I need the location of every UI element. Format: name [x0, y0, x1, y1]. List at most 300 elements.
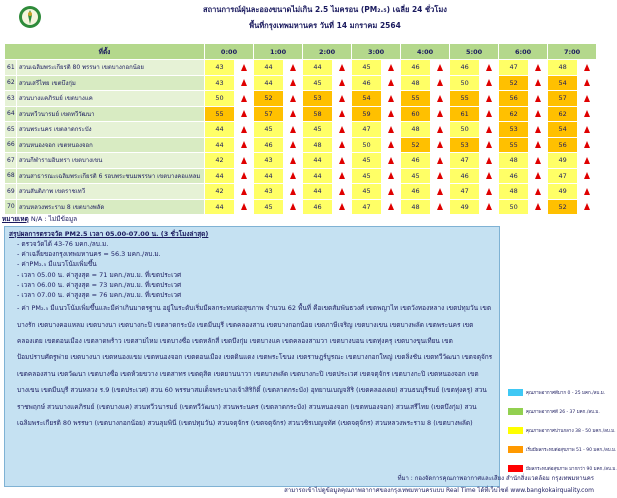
- row-number: 67: [5, 153, 17, 169]
- red-up-triangle-icon: [290, 79, 296, 86]
- pm25-value: 56: [499, 91, 529, 107]
- red-up-triangle-icon: [535, 172, 541, 179]
- trend-cell: [333, 199, 352, 215]
- trend-cell: [480, 184, 499, 200]
- trend-cell: [382, 184, 401, 200]
- red-up-triangle-icon: [290, 157, 296, 164]
- location-name: สวนหนองจอก เขตหนองจอก: [17, 137, 205, 153]
- red-up-triangle-icon: [290, 141, 296, 148]
- trend-cell: [284, 122, 303, 138]
- pm25-value: 62: [499, 106, 529, 122]
- red-up-triangle-icon: [486, 110, 492, 117]
- trend-cell: [431, 184, 450, 200]
- trend-cell: [529, 199, 548, 215]
- trend-cell: [480, 199, 499, 215]
- trend-cell: [529, 106, 548, 122]
- trend-cell: [431, 75, 450, 91]
- trend-cell: [235, 122, 254, 138]
- trend-cell: [284, 75, 303, 91]
- trend-cell: [480, 137, 499, 153]
- pm25-value: 53: [303, 91, 333, 107]
- trend-cell: [578, 91, 597, 107]
- trend-cell: [578, 184, 597, 200]
- legend-label: คุณภาพอากาศดีมาก 0 - 25 มคก./ลบ.ม.: [526, 390, 606, 396]
- pm25-value: 44: [303, 60, 333, 76]
- trend-cell: [529, 60, 548, 76]
- red-up-triangle-icon: [241, 126, 247, 133]
- trend-cell: [333, 153, 352, 169]
- table-row: [5, 122, 597, 138]
- time-header: 7:00: [548, 44, 597, 60]
- red-up-triangle-icon: [388, 95, 394, 102]
- trend-cell: [529, 122, 548, 138]
- legend-item: [508, 386, 606, 398]
- trend-cell: [235, 199, 254, 215]
- report-subtitle: พื้นที่กรุงเทพมหานคร วันที่ 14 มกราคม 2564: [249, 21, 401, 30]
- pm25-value: 44: [205, 168, 235, 184]
- pm25-value: 50: [352, 137, 382, 153]
- note-text: N/A : ไม่มีข้อมูล: [30, 215, 78, 223]
- pm25-value: 58: [303, 106, 333, 122]
- red-up-triangle-icon: [290, 126, 296, 133]
- trend-cell: [333, 122, 352, 138]
- trend-cell: [431, 153, 450, 169]
- trend-cell: [333, 137, 352, 153]
- location-name: สวนเสรีไทย เขตบึงกุ่ม: [17, 75, 205, 91]
- red-up-triangle-icon: [486, 126, 492, 133]
- red-up-triangle-icon: [388, 64, 394, 71]
- pm25-value: 46: [303, 199, 333, 215]
- red-up-triangle-icon: [437, 172, 443, 179]
- location-name: สวนบางแคภิรมย์ เขตบางแค: [17, 91, 205, 107]
- trend-cell: [284, 184, 303, 200]
- table-row: [5, 91, 597, 107]
- trend-cell: [578, 199, 597, 215]
- pm25-value: 46: [499, 168, 529, 184]
- red-up-triangle-icon: [584, 188, 590, 195]
- red-up-triangle-icon: [437, 64, 443, 71]
- pm25-value: 46: [352, 75, 382, 91]
- row-number: 68: [5, 168, 17, 184]
- red-up-triangle-icon: [535, 157, 541, 164]
- bangkok-seal-icon: [18, 4, 42, 30]
- pm25-value: 44: [205, 137, 235, 153]
- red-up-triangle-icon: [535, 110, 541, 117]
- pm25-value: 59: [352, 106, 382, 122]
- trend-cell: [382, 168, 401, 184]
- red-up-triangle-icon: [437, 188, 443, 195]
- pm25-value: 45: [254, 122, 284, 138]
- trend-cell: [382, 122, 401, 138]
- summary-box: [4, 226, 500, 487]
- trend-cell: [235, 168, 254, 184]
- trend-cell: [431, 199, 450, 215]
- trend-cell: [284, 199, 303, 215]
- pm25-value: 55: [499, 137, 529, 153]
- table-row: [5, 106, 597, 122]
- trend-cell: [480, 122, 499, 138]
- trend-cell: [578, 106, 597, 122]
- pm25-value: 45: [254, 199, 284, 215]
- red-up-triangle-icon: [437, 141, 443, 148]
- red-up-triangle-icon: [388, 126, 394, 133]
- red-up-triangle-icon: [437, 95, 443, 102]
- pm25-value: 52: [499, 75, 529, 91]
- red-up-triangle-icon: [486, 203, 492, 210]
- red-up-triangle-icon: [241, 203, 247, 210]
- trend-cell: [284, 106, 303, 122]
- red-up-triangle-icon: [241, 141, 247, 148]
- pm25-value: 49: [548, 153, 578, 169]
- pm25-value: 45: [303, 122, 333, 138]
- pm25-value: 44: [205, 122, 235, 138]
- pm25-value: 47: [352, 122, 382, 138]
- trend-cell: [333, 60, 352, 76]
- pm25-value: 45: [352, 60, 382, 76]
- red-up-triangle-icon: [241, 64, 247, 71]
- pm25-value: 57: [548, 91, 578, 107]
- pm25-value: 42: [205, 184, 235, 200]
- trend-cell: [382, 137, 401, 153]
- trend-cell: [578, 75, 597, 91]
- time-header: 6:00: [499, 44, 548, 60]
- pm25-value: 44: [205, 199, 235, 215]
- trend-cell: [333, 168, 352, 184]
- pm25-value: 60: [401, 106, 431, 122]
- trend-cell: [382, 106, 401, 122]
- red-up-triangle-icon: [486, 64, 492, 71]
- report-title: สถานการณ์ฝุ่นละอองขนาดไม่เกิน 2.5 ไมครอน (PM₂.₅) เฉลี่ย 24 ชั่วโมง: [203, 5, 447, 14]
- trend-cell: [333, 91, 352, 107]
- red-up-triangle-icon: [535, 203, 541, 210]
- red-up-triangle-icon: [339, 188, 345, 195]
- trend-cell: [480, 168, 499, 184]
- trend-cell: [529, 137, 548, 153]
- pm25-value: 47: [352, 199, 382, 215]
- red-up-triangle-icon: [486, 95, 492, 102]
- location-header: ที่ตั้ง: [5, 44, 205, 60]
- red-up-triangle-icon: [388, 188, 394, 195]
- trend-cell: [235, 106, 254, 122]
- red-up-triangle-icon: [339, 172, 345, 179]
- pm25-value: 48: [401, 122, 431, 138]
- red-up-triangle-icon: [535, 79, 541, 86]
- location-name: สวนทวีวนารมย์ เขตทวีวัฒนา: [17, 106, 205, 122]
- red-up-triangle-icon: [290, 64, 296, 71]
- trend-cell: [235, 75, 254, 91]
- red-up-triangle-icon: [584, 203, 590, 210]
- trend-cell: [235, 137, 254, 153]
- report-header: [0, 0, 600, 34]
- pm25-value: 45: [303, 75, 333, 91]
- red-up-triangle-icon: [584, 172, 590, 179]
- time-header: 2:00: [303, 44, 352, 60]
- pm25-value: 62: [548, 106, 578, 122]
- red-up-triangle-icon: [241, 110, 247, 117]
- trend-cell: [333, 75, 352, 91]
- trend-cell: [578, 153, 597, 169]
- trend-cell: [284, 91, 303, 107]
- trend-cell: [235, 153, 254, 169]
- trend-cell: [480, 153, 499, 169]
- red-up-triangle-icon: [388, 203, 394, 210]
- red-up-triangle-icon: [535, 188, 541, 195]
- note-label: หมายเหตุ: [2, 215, 29, 223]
- pm25-value: 53: [450, 137, 480, 153]
- legend-label: มีผลกระทบต่อสุขภาพ มากกว่า 90 มคก./ลบ.ม.: [526, 466, 617, 472]
- red-up-triangle-icon: [584, 95, 590, 102]
- red-up-triangle-icon: [535, 64, 541, 71]
- realtime-link[interactable]: สามารถเข้าไปดูข้อมูลคุณภาพอากาศของกรุงเทพมหานครแบบ Real Time ได้ที่เว็บไซต์ www.bangkokairquality.com: [284, 487, 594, 494]
- pm25-value: 48: [548, 60, 578, 76]
- row-number: 64: [5, 106, 17, 122]
- table-header-row: [5, 44, 597, 60]
- trend-cell: [480, 106, 499, 122]
- red-up-triangle-icon: [339, 126, 345, 133]
- legend-item: [508, 405, 600, 417]
- legend-swatch: [508, 465, 523, 472]
- red-up-triangle-icon: [388, 172, 394, 179]
- red-up-triangle-icon: [535, 141, 541, 148]
- pm25-value: 48: [499, 184, 529, 200]
- summary-title: สรุปผลการตรวจวัด PM2.5 เวลา 05.00-07.00 น. (3 ชั่วโมงล่าสุด): [9, 230, 209, 238]
- red-up-triangle-icon: [437, 203, 443, 210]
- pm25-value: 46: [450, 168, 480, 184]
- red-up-triangle-icon: [241, 79, 247, 86]
- pm25-value: 46: [401, 184, 431, 200]
- trend-cell: [333, 184, 352, 200]
- table-row: [5, 60, 597, 76]
- source-note: ที่มา : กองจัดการคุณภาพอากาศและเสียง สำนักสิ่งแวดล้อม กรุงเทพมหานคร: [397, 475, 594, 482]
- pm25-value: 45: [352, 153, 382, 169]
- pm25-value: 52: [254, 91, 284, 107]
- trend-cell: [235, 60, 254, 76]
- pm25-value: 54: [352, 91, 382, 107]
- time-header: 4:00: [401, 44, 450, 60]
- trend-cell: [529, 75, 548, 91]
- red-up-triangle-icon: [584, 141, 590, 148]
- pm25-value: 55: [450, 91, 480, 107]
- trend-cell: [235, 184, 254, 200]
- pm25-value: 44: [303, 168, 333, 184]
- location-name: สวนเฉลิมพระเกียรติ 80 พรรษา เขตบางกอกน้อย: [17, 60, 205, 76]
- trend-cell: [284, 137, 303, 153]
- pm25-value: 54: [548, 122, 578, 138]
- red-up-triangle-icon: [241, 172, 247, 179]
- trend-cell: [284, 168, 303, 184]
- red-up-triangle-icon: [290, 203, 296, 210]
- pm25-value: 49: [450, 199, 480, 215]
- red-up-triangle-icon: [388, 141, 394, 148]
- pm25-value: 54: [548, 75, 578, 91]
- pm25-value: 42: [205, 153, 235, 169]
- trend-cell: [480, 75, 499, 91]
- location-name: สวนสันติภาพ เขตราชเทวี: [17, 184, 205, 200]
- trend-cell: [382, 199, 401, 215]
- time-header: 5:00: [450, 44, 499, 60]
- table-row: [5, 75, 597, 91]
- pm25-value: 46: [401, 60, 431, 76]
- row-number: 66: [5, 137, 17, 153]
- red-up-triangle-icon: [241, 157, 247, 164]
- red-up-triangle-icon: [486, 141, 492, 148]
- row-number: 69: [5, 184, 17, 200]
- row-number: 70: [5, 199, 17, 215]
- pm25-value: 47: [548, 168, 578, 184]
- summary-line: - เวลา 06.00 น. ค่าสูงสุด = 73 มคก./ลบ.ม. ที่เขตประเวศ: [17, 280, 182, 289]
- pm25-value: 46: [401, 153, 431, 169]
- pm25-value: 45: [352, 168, 382, 184]
- trend-cell: [382, 153, 401, 169]
- pm25-value: 44: [254, 75, 284, 91]
- table-note: [2, 214, 77, 224]
- red-up-triangle-icon: [339, 110, 345, 117]
- red-up-triangle-icon: [388, 157, 394, 164]
- trend-cell: [382, 91, 401, 107]
- row-number: 61: [5, 60, 17, 76]
- table-row: [5, 199, 597, 215]
- legend-swatch: [508, 389, 523, 396]
- trend-cell: [578, 168, 597, 184]
- pm25-value: 43: [205, 75, 235, 91]
- summary-line: - เวลา 07.00 น. ค่าสูงสุด = 76 มคก./ลบ.ม. ที่เขตประเวศ: [17, 291, 182, 300]
- red-up-triangle-icon: [584, 157, 590, 164]
- red-up-triangle-icon: [437, 110, 443, 117]
- pm25-value: 47: [450, 184, 480, 200]
- pm25-value: 44: [303, 184, 333, 200]
- summary-line: - ค่าเฉลี่ยของกรุงเทพมหานคร = 56.3 มคก./ลบ.ม.: [17, 250, 161, 259]
- trend-cell: [529, 184, 548, 200]
- pm25-value: 43: [254, 184, 284, 200]
- red-up-triangle-icon: [388, 110, 394, 117]
- pm25-value: 45: [401, 168, 431, 184]
- red-up-triangle-icon: [584, 64, 590, 71]
- red-up-triangle-icon: [486, 188, 492, 195]
- trend-cell: [431, 60, 450, 76]
- red-up-triangle-icon: [437, 126, 443, 133]
- legend-label: เริ่มมีผลกระทบต่อสุขภาพ 51 - 90 มคก./ลบ.ม.: [526, 447, 617, 453]
- pm25-value: 55: [205, 106, 235, 122]
- red-up-triangle-icon: [584, 126, 590, 133]
- pm25-value: 49: [548, 184, 578, 200]
- trend-cell: [431, 122, 450, 138]
- pm25-value: 47: [450, 153, 480, 169]
- red-up-triangle-icon: [486, 172, 492, 179]
- location-name: สวนหลวงพระราม 8 เขตบางพลัด: [17, 199, 205, 215]
- summary-line: - ค่าPM₂.₅ มีแนวโน้มเพิ่มขึ้น: [17, 260, 97, 269]
- legend-label: คุณภาพอากาศปานกลาง 38 - 50 มคก./ลบ.ม.: [526, 428, 616, 434]
- trend-cell: [382, 75, 401, 91]
- pm25-value: 43: [254, 153, 284, 169]
- pm25-value: 46: [254, 137, 284, 153]
- red-up-triangle-icon: [486, 79, 492, 86]
- row-number: 65: [5, 122, 17, 138]
- pm25-value: 56: [548, 137, 578, 153]
- red-up-triangle-icon: [290, 110, 296, 117]
- red-up-triangle-icon: [437, 157, 443, 164]
- red-up-triangle-icon: [437, 79, 443, 86]
- trend-cell: [431, 168, 450, 184]
- pm25-value: 50: [205, 91, 235, 107]
- red-up-triangle-icon: [339, 95, 345, 102]
- location-name: สวนกีฬารามอินทรา เขตบางเขน: [17, 153, 205, 169]
- trend-cell: [578, 122, 597, 138]
- pm25-value: 44: [303, 153, 333, 169]
- aqi-legend: [508, 386, 617, 481]
- legend-item: [508, 424, 616, 436]
- red-up-triangle-icon: [241, 188, 247, 195]
- summary-paragraph: - ค่า PM₂.₅ มีแนวโน้มเพิ่มขึ้นและมีค่าเกินมาตรฐาน อยู่ในระดับเริ่มมีผลกระทบต่อสุขภาพ จำนวน 62 พื้นที่ คือเขตสัมพันธวงศ์ เขตพญาไท เขตวังทองหลาง เขตปทุมวัน เขตบางรัก เขตบางคอแหลม เขตบางนา เขตบางกะปิ เขตลาดกระบัง เขตมีนบุรี เขตคลองสาน เขตบางกอกน้อย เขตภาษีเจริญ เขตบางเขน เขตบางพลัด เขตพระนคร เขตคลองเตย เขตดอนเมือง เขตลาดพร้าว เขตสายไหม เขตบางซื่อ เขตหลักสี่ เขตบึงกุ่ม เขตบางแค เขตคลองสามวา เขตบางบอน เขตทุ่งครุ เขตบางขุนเทียน เขตป้อมปราบศัตรูพ่าย เขตบางนา เขตหนองแขม เขตหนองจอก เขตดอนเมือง เขตดินแดง เขตพระโขนง เขตราษฎร์บูรณะ เขตบางกอกใหญ่ เขตลิ่งชัน เขตทวีวัฒนา เขตจตุจักร เขตคลองสาน เขตวัฒนา เขตบางซื่อ เขตห้วยขวาง เขตสาทร เขตดุสิต เขตยานนาวา เขตบางพลัด เขตบางกะปิ เขตประเวศ เขตจตุจักร เขตบางกะปิ เขตหนองจอก เขตบางเขน เขตมีนบุรี สวนหลวง ร.9 (เขตประเวศ) สวน 60 พรรษาสมเด็จพระนางเจ้าสิริกิติ์ (เขตลาดกระบัง) อุทยานเบญจสิริ (เขตคลองเตย) สวนธนบุรีรมย์ (เขตทุ่งครุ) สวนราชพฤกษ์ สวนบางแคภิรมย์ (เขตบางแค) สวนทวีวนารมย์ (เขตทวีวัฒนา) สวนพระนคร (เขตลาดกระบัง) สวนหนองจอก (เขตหนองจอก) สวนเสรีไทย (เขตบึงกุ่ม) สวนเฉลิมพระเกียรติ 80 พรรษา (เขตบางกอกน้อย) สวนลุมพินี (เขตปทุมวัน) สวนจตุจักร (เขตจตุจักร) สวนวชิรเบญจทัศ (เขตจตุจักร) สวนหลวงพระราม 8 (เขตบางพลัด): [17, 304, 493, 428]
- red-up-triangle-icon: [486, 157, 492, 164]
- pm25-value: 47: [499, 60, 529, 76]
- summary-lines: [9, 239, 495, 300]
- red-up-triangle-icon: [339, 141, 345, 148]
- pm25-value: 48: [303, 137, 333, 153]
- legend-swatch: [508, 408, 523, 415]
- trend-cell: [431, 106, 450, 122]
- legend-item: [508, 443, 617, 455]
- red-up-triangle-icon: [584, 110, 590, 117]
- time-header: 0:00: [205, 44, 254, 60]
- pm25-value: 52: [401, 137, 431, 153]
- red-up-triangle-icon: [339, 79, 345, 86]
- trend-cell: [284, 153, 303, 169]
- trend-cell: [431, 91, 450, 107]
- pm25-value: 46: [450, 60, 480, 76]
- pm25-table: [4, 43, 597, 215]
- trend-cell: [480, 60, 499, 76]
- row-number: 63: [5, 91, 17, 107]
- pm25-value: 44: [254, 168, 284, 184]
- trend-cell: [382, 60, 401, 76]
- pm25-value: 52: [548, 199, 578, 215]
- pm25-value: 50: [450, 75, 480, 91]
- trend-cell: [480, 91, 499, 107]
- legend-swatch: [508, 446, 523, 453]
- trend-cell: [431, 137, 450, 153]
- time-header: 3:00: [352, 44, 401, 60]
- table-row: [5, 184, 597, 200]
- red-up-triangle-icon: [339, 157, 345, 164]
- red-up-triangle-icon: [241, 95, 247, 102]
- red-up-triangle-icon: [388, 79, 394, 86]
- pm25-value: 43: [205, 60, 235, 76]
- table-row: [5, 153, 597, 169]
- location-name: สวนสาธารณะเฉลิมพระเกียรติ 6 รอบพระชนมพรรษา เขตบางคอแหลม: [17, 168, 205, 184]
- pm25-value: 55: [401, 91, 431, 107]
- pm25-value: 61: [450, 106, 480, 122]
- location-name: สวนพระนคร เขตลาดกระบัง: [17, 122, 205, 138]
- summary-line: - ตรวจวัดได้ 43-76 มคก./ลบ.ม.: [17, 240, 109, 248]
- red-up-triangle-icon: [535, 95, 541, 102]
- pm25-value: 48: [401, 75, 431, 91]
- pm25-value: 50: [450, 122, 480, 138]
- trend-cell: [235, 91, 254, 107]
- pm25-value: 53: [499, 122, 529, 138]
- red-up-triangle-icon: [535, 126, 541, 133]
- table-row: [5, 168, 597, 184]
- red-up-triangle-icon: [339, 64, 345, 71]
- pm25-value: 48: [499, 153, 529, 169]
- table-row: [5, 137, 597, 153]
- red-up-triangle-icon: [290, 172, 296, 179]
- summary-line: - เวลา 05.00 น. ค่าสูงสุด = 71 มคก./ลบ.ม. ที่เขตประเวศ: [17, 270, 182, 279]
- trend-cell: [578, 137, 597, 153]
- trend-cell: [284, 60, 303, 76]
- trend-cell: [578, 60, 597, 76]
- trend-cell: [529, 168, 548, 184]
- pm25-value: 57: [254, 106, 284, 122]
